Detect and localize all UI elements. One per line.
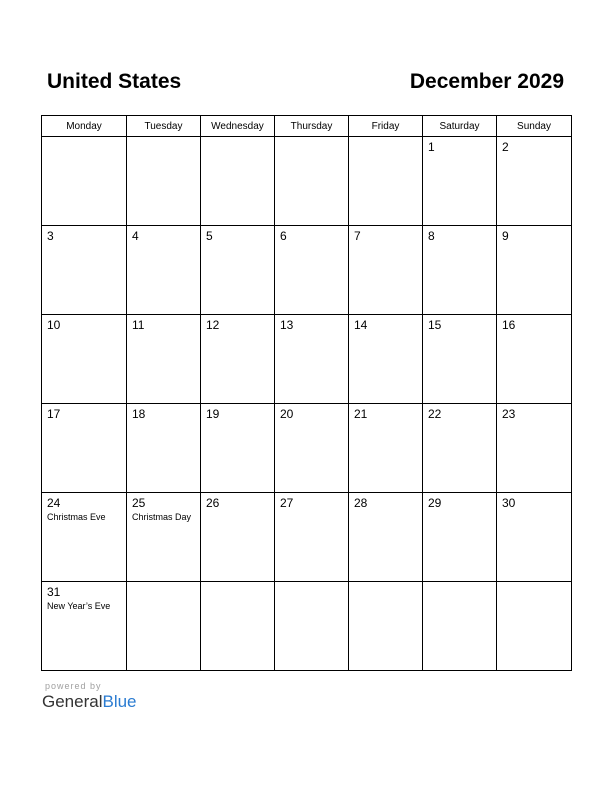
day-cell	[127, 493, 201, 582]
day-cell	[349, 493, 423, 582]
day-cell	[275, 493, 349, 582]
day-number: 28	[354, 496, 368, 510]
country-title: United States	[47, 70, 182, 93]
week-row	[42, 493, 572, 582]
day-number: 7	[354, 229, 361, 243]
day-number: 22	[428, 407, 442, 421]
day-number: 30	[502, 496, 516, 510]
day-cell	[127, 315, 201, 404]
week-row	[42, 315, 572, 404]
day-number: 16	[502, 318, 516, 332]
day-number: 25	[132, 496, 146, 510]
day-number: 8	[428, 229, 435, 243]
day-cell	[275, 137, 349, 226]
brand-general: General	[42, 692, 103, 711]
day-cell	[497, 582, 572, 671]
day-cell	[42, 493, 127, 582]
day-cell	[42, 315, 127, 404]
day-number: 2	[502, 140, 509, 154]
calendar-body	[42, 137, 572, 671]
weekday-sunday: Sunday	[497, 116, 572, 137]
day-cell	[42, 226, 127, 315]
day-number: 26	[206, 496, 220, 510]
day-cell	[497, 226, 572, 315]
weekday-saturday: Saturday	[423, 116, 497, 137]
month-title: December 2029	[409, 70, 564, 93]
day-cell	[127, 137, 201, 226]
day-cell	[423, 404, 497, 493]
day-cell	[349, 226, 423, 315]
day-number: 12	[206, 318, 220, 332]
day-cell	[423, 137, 497, 226]
day-number: 6	[280, 229, 287, 243]
day-cell	[349, 137, 423, 226]
day-cell	[201, 315, 275, 404]
weekday-wednesday: Wednesday	[201, 116, 275, 137]
day-cell	[201, 582, 275, 671]
day-cell	[42, 404, 127, 493]
day-number: 13	[280, 318, 294, 332]
week-row	[42, 582, 572, 671]
weekday-header-row	[42, 116, 572, 137]
day-cell	[275, 315, 349, 404]
day-cell	[497, 137, 572, 226]
weekday-friday: Friday	[349, 116, 423, 137]
day-cell	[349, 404, 423, 493]
day-cell	[349, 582, 423, 671]
generalblue-logo	[42, 692, 137, 712]
holiday-label: Christmas Day	[132, 512, 192, 522]
day-cell	[497, 404, 572, 493]
weekday-monday: Monday	[42, 116, 127, 137]
day-cell	[201, 493, 275, 582]
day-number: 18	[132, 407, 146, 421]
day-cell	[423, 226, 497, 315]
day-cell	[127, 404, 201, 493]
day-number: 27	[280, 496, 294, 510]
footer-branding	[42, 681, 137, 712]
day-number: 3	[47, 229, 54, 243]
day-number: 29	[428, 496, 442, 510]
day-cell	[497, 493, 572, 582]
day-number: 14	[354, 318, 368, 332]
day-cell	[349, 315, 423, 404]
day-cell	[423, 582, 497, 671]
day-cell	[127, 226, 201, 315]
day-cell	[497, 315, 572, 404]
holiday-label: New Year’s Eve	[47, 601, 111, 611]
day-number: 31	[47, 585, 61, 599]
day-number: 17	[47, 407, 61, 421]
day-cell	[42, 582, 127, 671]
day-cell	[275, 226, 349, 315]
day-cell	[275, 582, 349, 671]
weekday-thursday: Thursday	[275, 116, 349, 137]
day-cell	[423, 493, 497, 582]
day-cell	[201, 137, 275, 226]
day-number: 23	[502, 407, 516, 421]
week-row	[42, 404, 572, 493]
day-number: 20	[280, 407, 294, 421]
day-number: 10	[47, 318, 61, 332]
calendar-header	[42, 70, 570, 100]
powered-by-text: powered by	[45, 681, 102, 691]
day-number: 21	[354, 407, 368, 421]
brand-blue: Blue	[102, 692, 137, 711]
day-number: 1	[428, 140, 435, 154]
day-cell	[127, 582, 201, 671]
week-row	[42, 137, 572, 226]
day-number: 5	[206, 229, 213, 243]
holiday-label: Christmas Eve	[47, 512, 106, 522]
week-row	[42, 226, 572, 315]
day-number: 9	[502, 229, 509, 243]
day-cell	[201, 226, 275, 315]
day-number: 11	[132, 318, 145, 332]
day-cell	[42, 137, 127, 226]
calendar-grid	[41, 115, 572, 671]
day-cell	[275, 404, 349, 493]
day-cell	[201, 404, 275, 493]
day-number: 24	[47, 496, 61, 510]
day-number: 19	[206, 407, 220, 421]
day-cell	[423, 315, 497, 404]
weekday-tuesday: Tuesday	[127, 116, 201, 137]
day-number: 4	[132, 229, 139, 243]
day-number: 15	[428, 318, 442, 332]
